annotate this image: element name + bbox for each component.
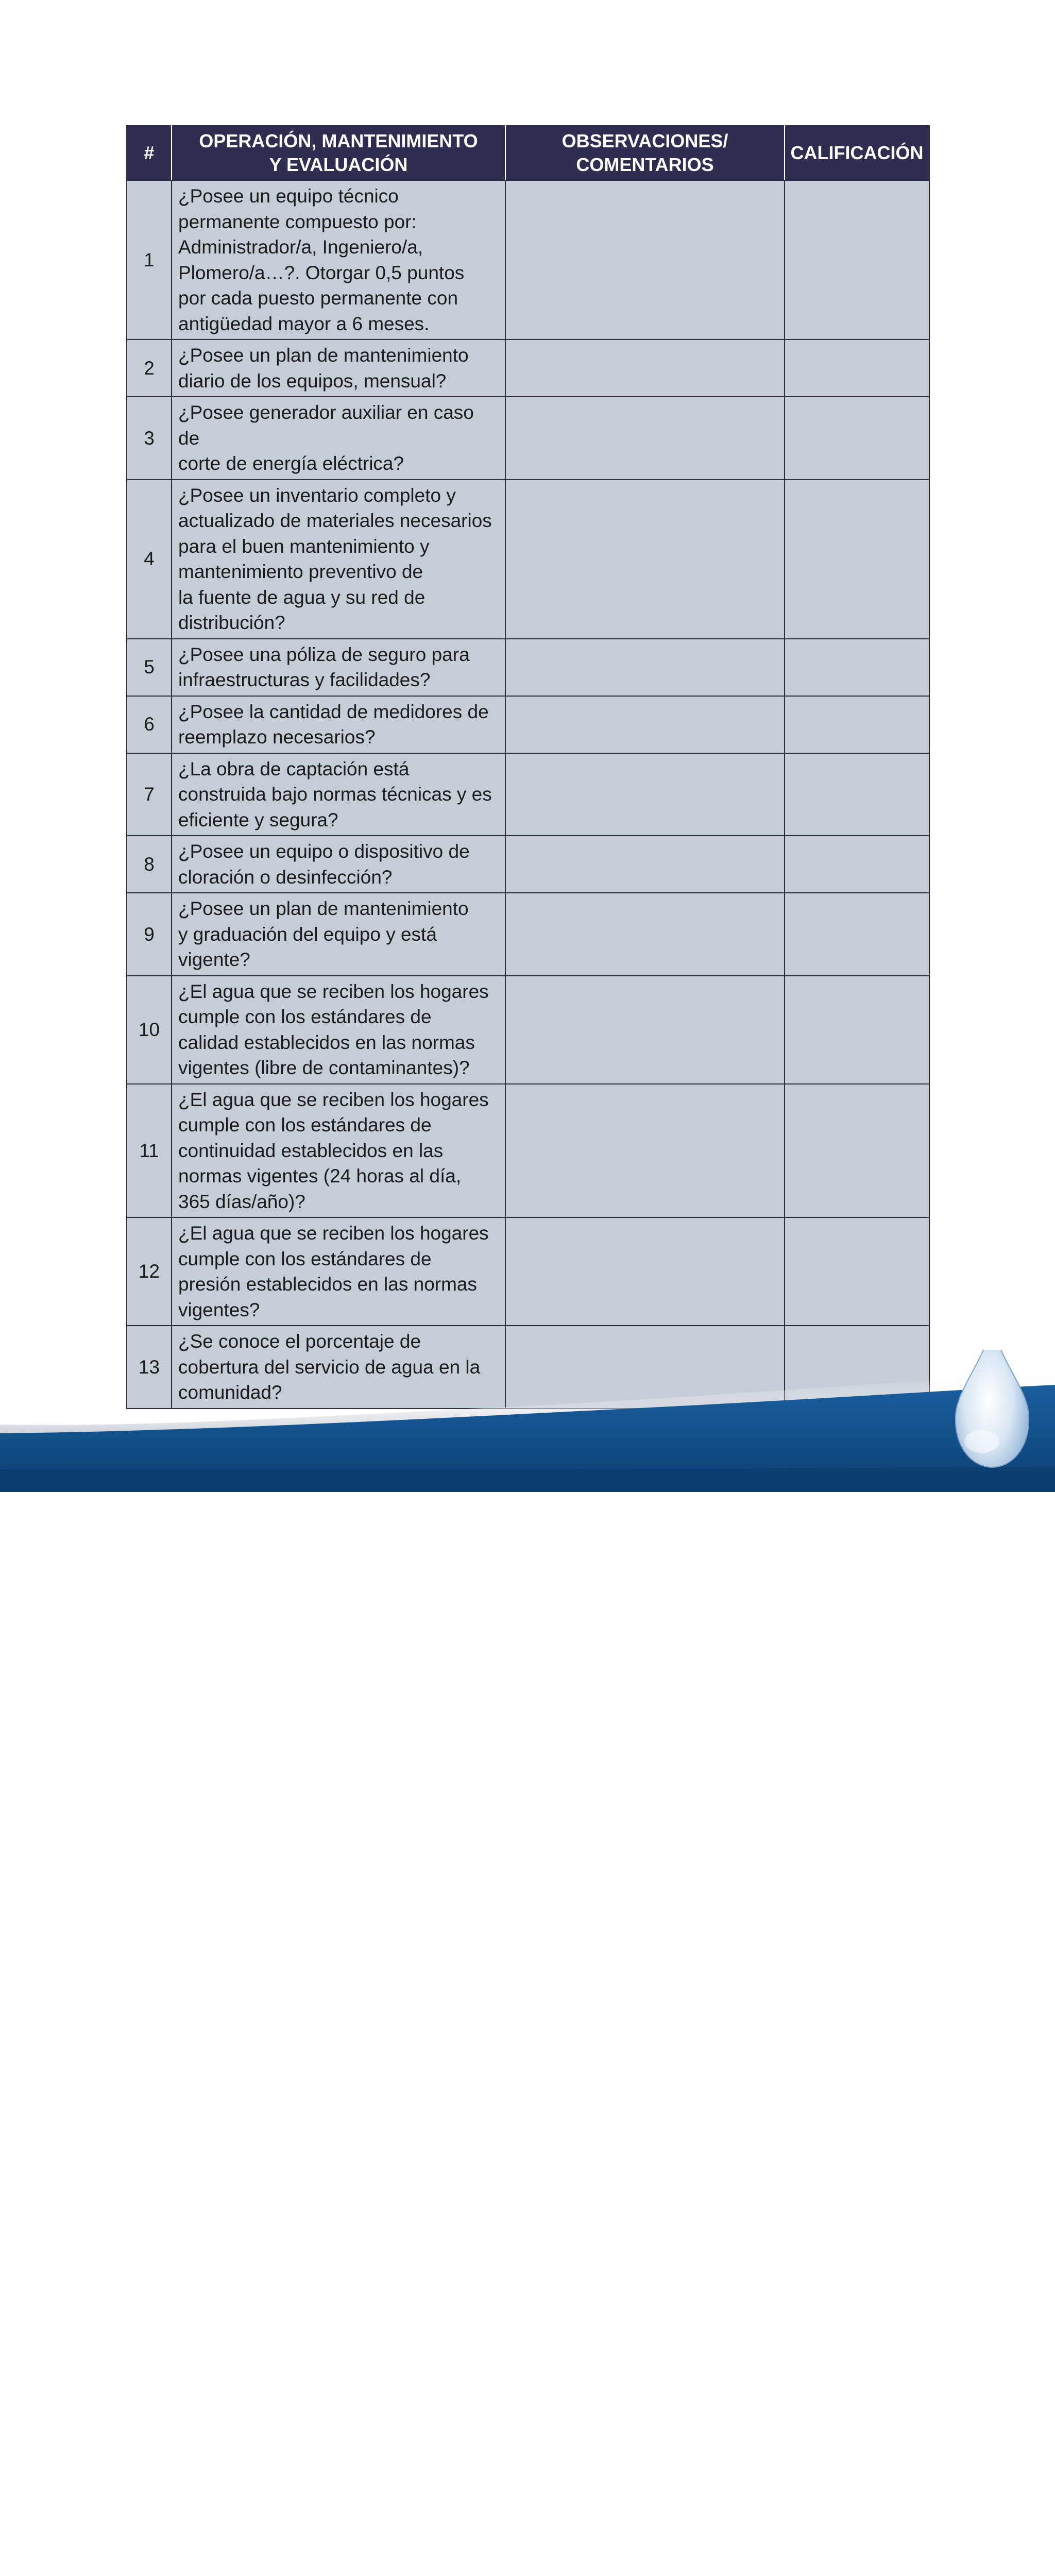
- row-question: ¿Posee un inventario completo y actualizado de materiales necesarios para el buen mantenimiento y mantenimiento preventivo de la fuente de agua y su red de distribución?: [172, 480, 505, 639]
- row-question: ¿Posee un equipo técnico permanente compuesto por: Administrador/a, Ingeniero/a, Plomero/a…?. Otorgar 0,5 puntos por cada puesto permanente con antigüedad mayor a 6 meses.: [172, 180, 505, 340]
- row-number: 2: [127, 340, 172, 397]
- row-rating-cell[interactable]: [785, 180, 929, 340]
- table-row: [127, 976, 929, 1084]
- row-question: ¿Posee la cantidad de medidores de reemplazo necesarios?: [172, 696, 505, 753]
- table-row: [127, 753, 929, 836]
- row-observations-cell[interactable]: [505, 836, 785, 893]
- row-question: ¿La obra de captación está construida bajo normas técnicas y es eficiente y segura?: [172, 753, 505, 836]
- row-observations-cell[interactable]: [505, 340, 785, 397]
- row-question: ¿El agua que se reciben los hogares cumple con los estándares de calidad establecidos en las normas vigentes (libre de contaminantes)?: [172, 976, 505, 1084]
- row-question: ¿Posee generador auxiliar en caso de corte de energía eléctrica?: [172, 397, 505, 480]
- table-row: [127, 1084, 929, 1218]
- row-number: 11: [127, 1084, 172, 1218]
- header-operation: OPERACIÓN, MANTENIMIENTO Y EVALUACIÓN: [172, 126, 505, 180]
- table-row: [127, 1217, 929, 1326]
- header-observations: OBSERVACIONES/ COMENTARIOS: [505, 126, 785, 180]
- row-question: ¿El agua que se reciben los hogares cumple con los estándares de continuidad establecidos en las normas vigentes (24 horas al día, 365 días/año)?: [172, 1084, 505, 1218]
- row-rating-cell[interactable]: [785, 976, 929, 1084]
- row-observations-cell[interactable]: [505, 753, 785, 836]
- row-rating-cell[interactable]: [785, 1084, 929, 1218]
- row-question: ¿Se conoce el porcentaje de cobertura del servicio de agua en la comunidad?: [172, 1326, 505, 1409]
- row-observations-cell[interactable]: [505, 397, 785, 480]
- table-row: [127, 836, 929, 893]
- row-number: 7: [127, 753, 172, 836]
- table-row: [127, 180, 929, 340]
- row-rating-cell[interactable]: [785, 1217, 929, 1326]
- table-row: [127, 639, 929, 696]
- row-observations-cell[interactable]: [505, 1084, 785, 1218]
- water-drop-icon: [0, 1350, 1055, 1492]
- row-rating-cell[interactable]: [785, 893, 929, 976]
- row-question: ¿El agua que se reciben los hogares cumple con los estándares de presión establecidos en las normas vigentes?: [172, 1217, 505, 1326]
- row-rating-cell[interactable]: [785, 480, 929, 639]
- row-observations-cell[interactable]: [505, 1217, 785, 1326]
- row-number: 12: [127, 1217, 172, 1326]
- row-number: 3: [127, 397, 172, 480]
- row-rating-cell[interactable]: [785, 753, 929, 836]
- row-rating-cell[interactable]: [785, 696, 929, 753]
- row-observations-cell[interactable]: [505, 976, 785, 1084]
- table-row: [127, 340, 929, 397]
- row-number: 5: [127, 639, 172, 696]
- row-question: ¿Posee un equipo o dispositivo de cloración o desinfección?: [172, 836, 505, 893]
- row-rating-cell[interactable]: [785, 340, 929, 397]
- page-footer: [0, 1350, 1055, 1492]
- row-number: 8: [127, 836, 172, 893]
- row-observations-cell[interactable]: [505, 180, 785, 340]
- row-number: 1: [127, 180, 172, 340]
- table-header: [127, 126, 929, 180]
- row-observations-cell[interactable]: [505, 696, 785, 753]
- row-rating-cell[interactable]: [785, 836, 929, 893]
- row-question: ¿Posee un plan de mantenimiento y graduación del equipo y está vigente?: [172, 893, 505, 976]
- row-rating-cell[interactable]: [785, 639, 929, 696]
- table-row: [127, 397, 929, 480]
- row-question: ¿Posee un plan de mantenimiento diario de los equipos, mensual?: [172, 340, 505, 397]
- row-number: 10: [127, 976, 172, 1084]
- evaluation-table: [126, 125, 930, 1409]
- row-number: 13: [127, 1326, 172, 1409]
- table-row: [127, 480, 929, 639]
- table-body: [127, 180, 929, 1409]
- row-observations-cell[interactable]: [505, 639, 785, 696]
- row-rating-cell[interactable]: [785, 397, 929, 480]
- header-row: [127, 126, 929, 180]
- table-row: [127, 893, 929, 976]
- row-observations-cell[interactable]: [505, 480, 785, 639]
- row-number: 9: [127, 893, 172, 976]
- header-rating: CALIFICACIÓN: [785, 126, 929, 180]
- row-number: 6: [127, 696, 172, 753]
- header-number: #: [127, 126, 172, 180]
- row-observations-cell[interactable]: [505, 893, 785, 976]
- row-number: 4: [127, 480, 172, 639]
- row-question: ¿Posee una póliza de seguro para infraestructuras y facilidades?: [172, 639, 505, 696]
- table-row: [127, 696, 929, 753]
